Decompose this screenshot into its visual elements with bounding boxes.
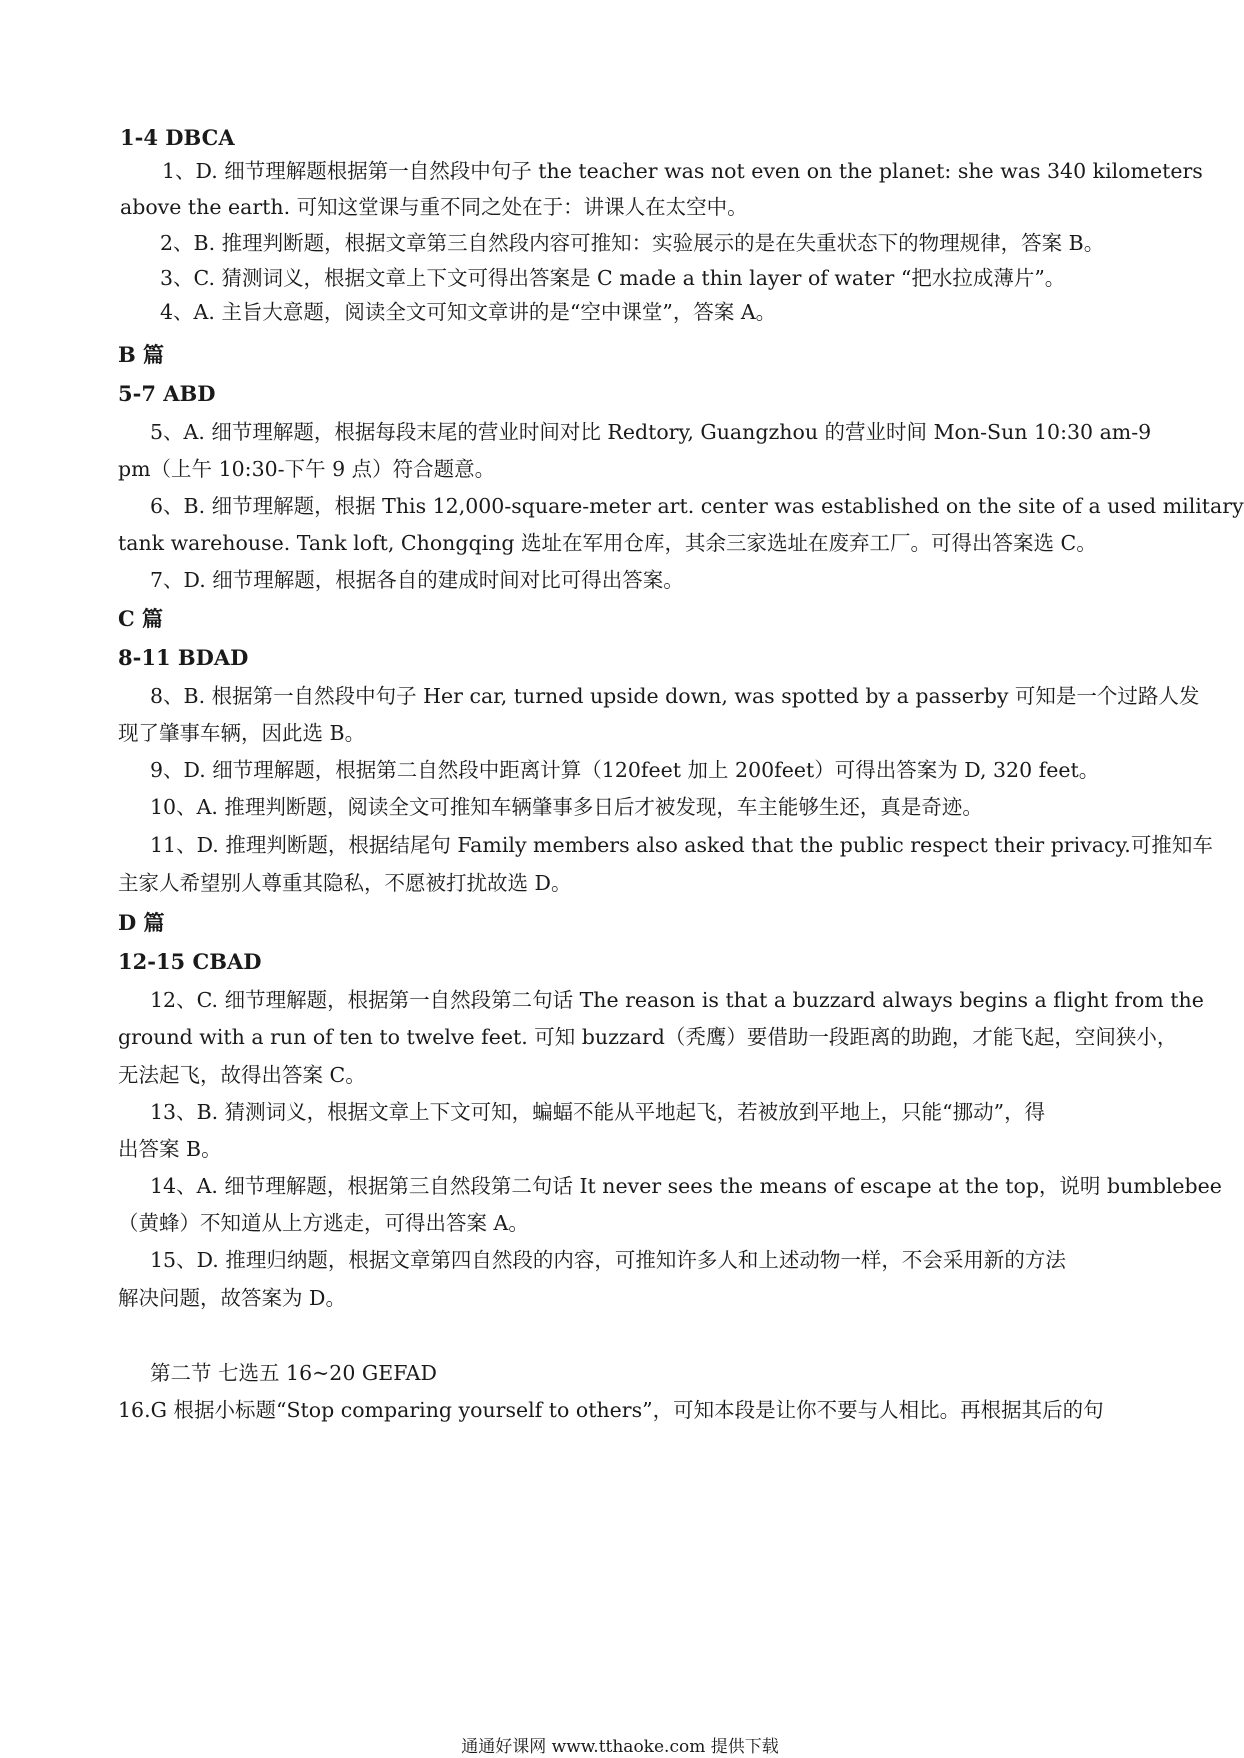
q7-explanation: 7、D. 细节理解题，根据各自的建成时间对比可得出答案。 <box>150 568 684 592</box>
q11-explanation-line2: 主家人希望别人尊重其隐私，不愿被打扰故选 D。 <box>118 871 572 895</box>
section-c-heading: C 篇 <box>118 606 164 631</box>
q12-explanation-line3: 无法起飞，故得出答案 C。 <box>118 1063 366 1087</box>
q8-explanation-line1: 8、B. 根据第一自然段中句子 Her car, turned upside down, was spotted by a passerby 可知是一个过路人发 <box>150 684 1200 708</box>
q12-explanation-line2: ground with a run of ten to twelve feet. 可知 buzzard（秃鹰）要借助一段距离的助跑，才能飞起，空间狭小， <box>118 1025 1178 1049</box>
section-b-heading: B 篇 <box>118 342 165 367</box>
section-c-answer-range: 8-11 BDAD <box>118 645 249 670</box>
q12-explanation-line1: 12、C. 细节理解题，根据第一自然段第二句话 The reason is that a buzzard always begins a flight from the <box>150 988 1204 1012</box>
section-d-answer-range: 12-15 CBAD <box>118 949 262 974</box>
section-2-heading: 第二节 七选五 16~20 GEFAD <box>150 1361 437 1385</box>
q9-explanation: 9、D. 细节理解题，根据第二自然段中距离计算（120feet 加上 200feet）可得出答案为 D, 320 feet。 <box>150 758 1100 782</box>
section-d-heading: D 篇 <box>118 910 165 935</box>
section-a-answer-range: 1-4 DBCA <box>120 125 235 150</box>
q15-explanation-line2: 解决问题，故答案为 D。 <box>118 1286 346 1310</box>
q10-explanation: 10、A. 推理判断题，阅读全文可推知车辆肇事多日后才被发现，车主能够生还，真是奇迹。 <box>150 795 983 819</box>
q14-explanation-line2: （黄蜂）不知道从上方逃走，可得出答案 A。 <box>118 1211 529 1235</box>
q13-explanation-line1: 13、B. 猜测词义，根据文章上下文可知，蝙蝠不能从平地起飞，若被放到平地上，只能“挪动”，得 <box>150 1100 1046 1124</box>
q1-explanation-line1: 1、D. 细节理解题根据第一自然段中句子 the teacher was not even on the planet: she was 340 kilometers <box>162 159 1203 183</box>
q5-explanation-line2: pm（上午 10:30-下午 9 点）符合题意。 <box>118 457 496 481</box>
q5-explanation-line1: 5、A. 细节理解题，根据每段末尾的营业时间对比 Redtory, Guangzhou 的营业时间 Mon-Sun 10:30 am-9 <box>150 420 1152 444</box>
q6-explanation-line1: 6、B. 细节理解题，根据 This 12,000-square-meter art. center was established on the site of a used military <box>150 494 1244 518</box>
q3-explanation: 3、C. 猜测词义，根据文章上下文可得出答案是 C made a thin layer of water “把水拉成薄片”。 <box>160 266 1066 290</box>
q8-explanation-line2: 现了肇事车辆，因此选 B。 <box>118 721 366 745</box>
q13-explanation-line2: 出答案 B。 <box>118 1137 222 1161</box>
page-footer: 通通好课网 www.tthaoke.com 提供下载 <box>461 1737 779 1757</box>
q6-explanation-line2: tank warehouse. Tank loft, Chongqing 选址在军用仓库，其余三家选址在废弃工厂。可得出答案选 C。 <box>118 531 1097 555</box>
q11-explanation-line1: 11、D. 推理判断题，根据结尾句 Family members also asked that the public respect their privacy.可推知车 <box>150 833 1213 857</box>
q1-explanation-line2: above the earth. 可知这堂课与重不同之处在于：讲课人在太空中。 <box>120 195 748 219</box>
q14-explanation-line1: 14、A. 细节理解题，根据第三自然段第二句话 It never sees the means of escape at the top，说明 bumblebee <box>150 1174 1222 1198</box>
q16-explanation-line1: 16.G 根据小标题“Stop comparing yourself to others”，可知本段是让你不要与人相比。再根据其后的句 <box>118 1398 1104 1422</box>
q2-explanation: 2、B. 推理判断题，根据文章第三自然段内容可推知：实验展示的是在失重状态下的物理规律，答案 B。 <box>160 231 1105 255</box>
q4-explanation: 4、A. 主旨大意题，阅读全文可知文章讲的是“空中课堂”，答案 A。 <box>160 300 777 324</box>
q15-explanation-line1: 15、D. 推理归纳题，根据文章第四自然段的内容，可推知许多人和上述动物一样，不会采用新的方法 <box>150 1248 1066 1272</box>
section-b-answer-range: 5-7 ABD <box>118 381 216 406</box>
